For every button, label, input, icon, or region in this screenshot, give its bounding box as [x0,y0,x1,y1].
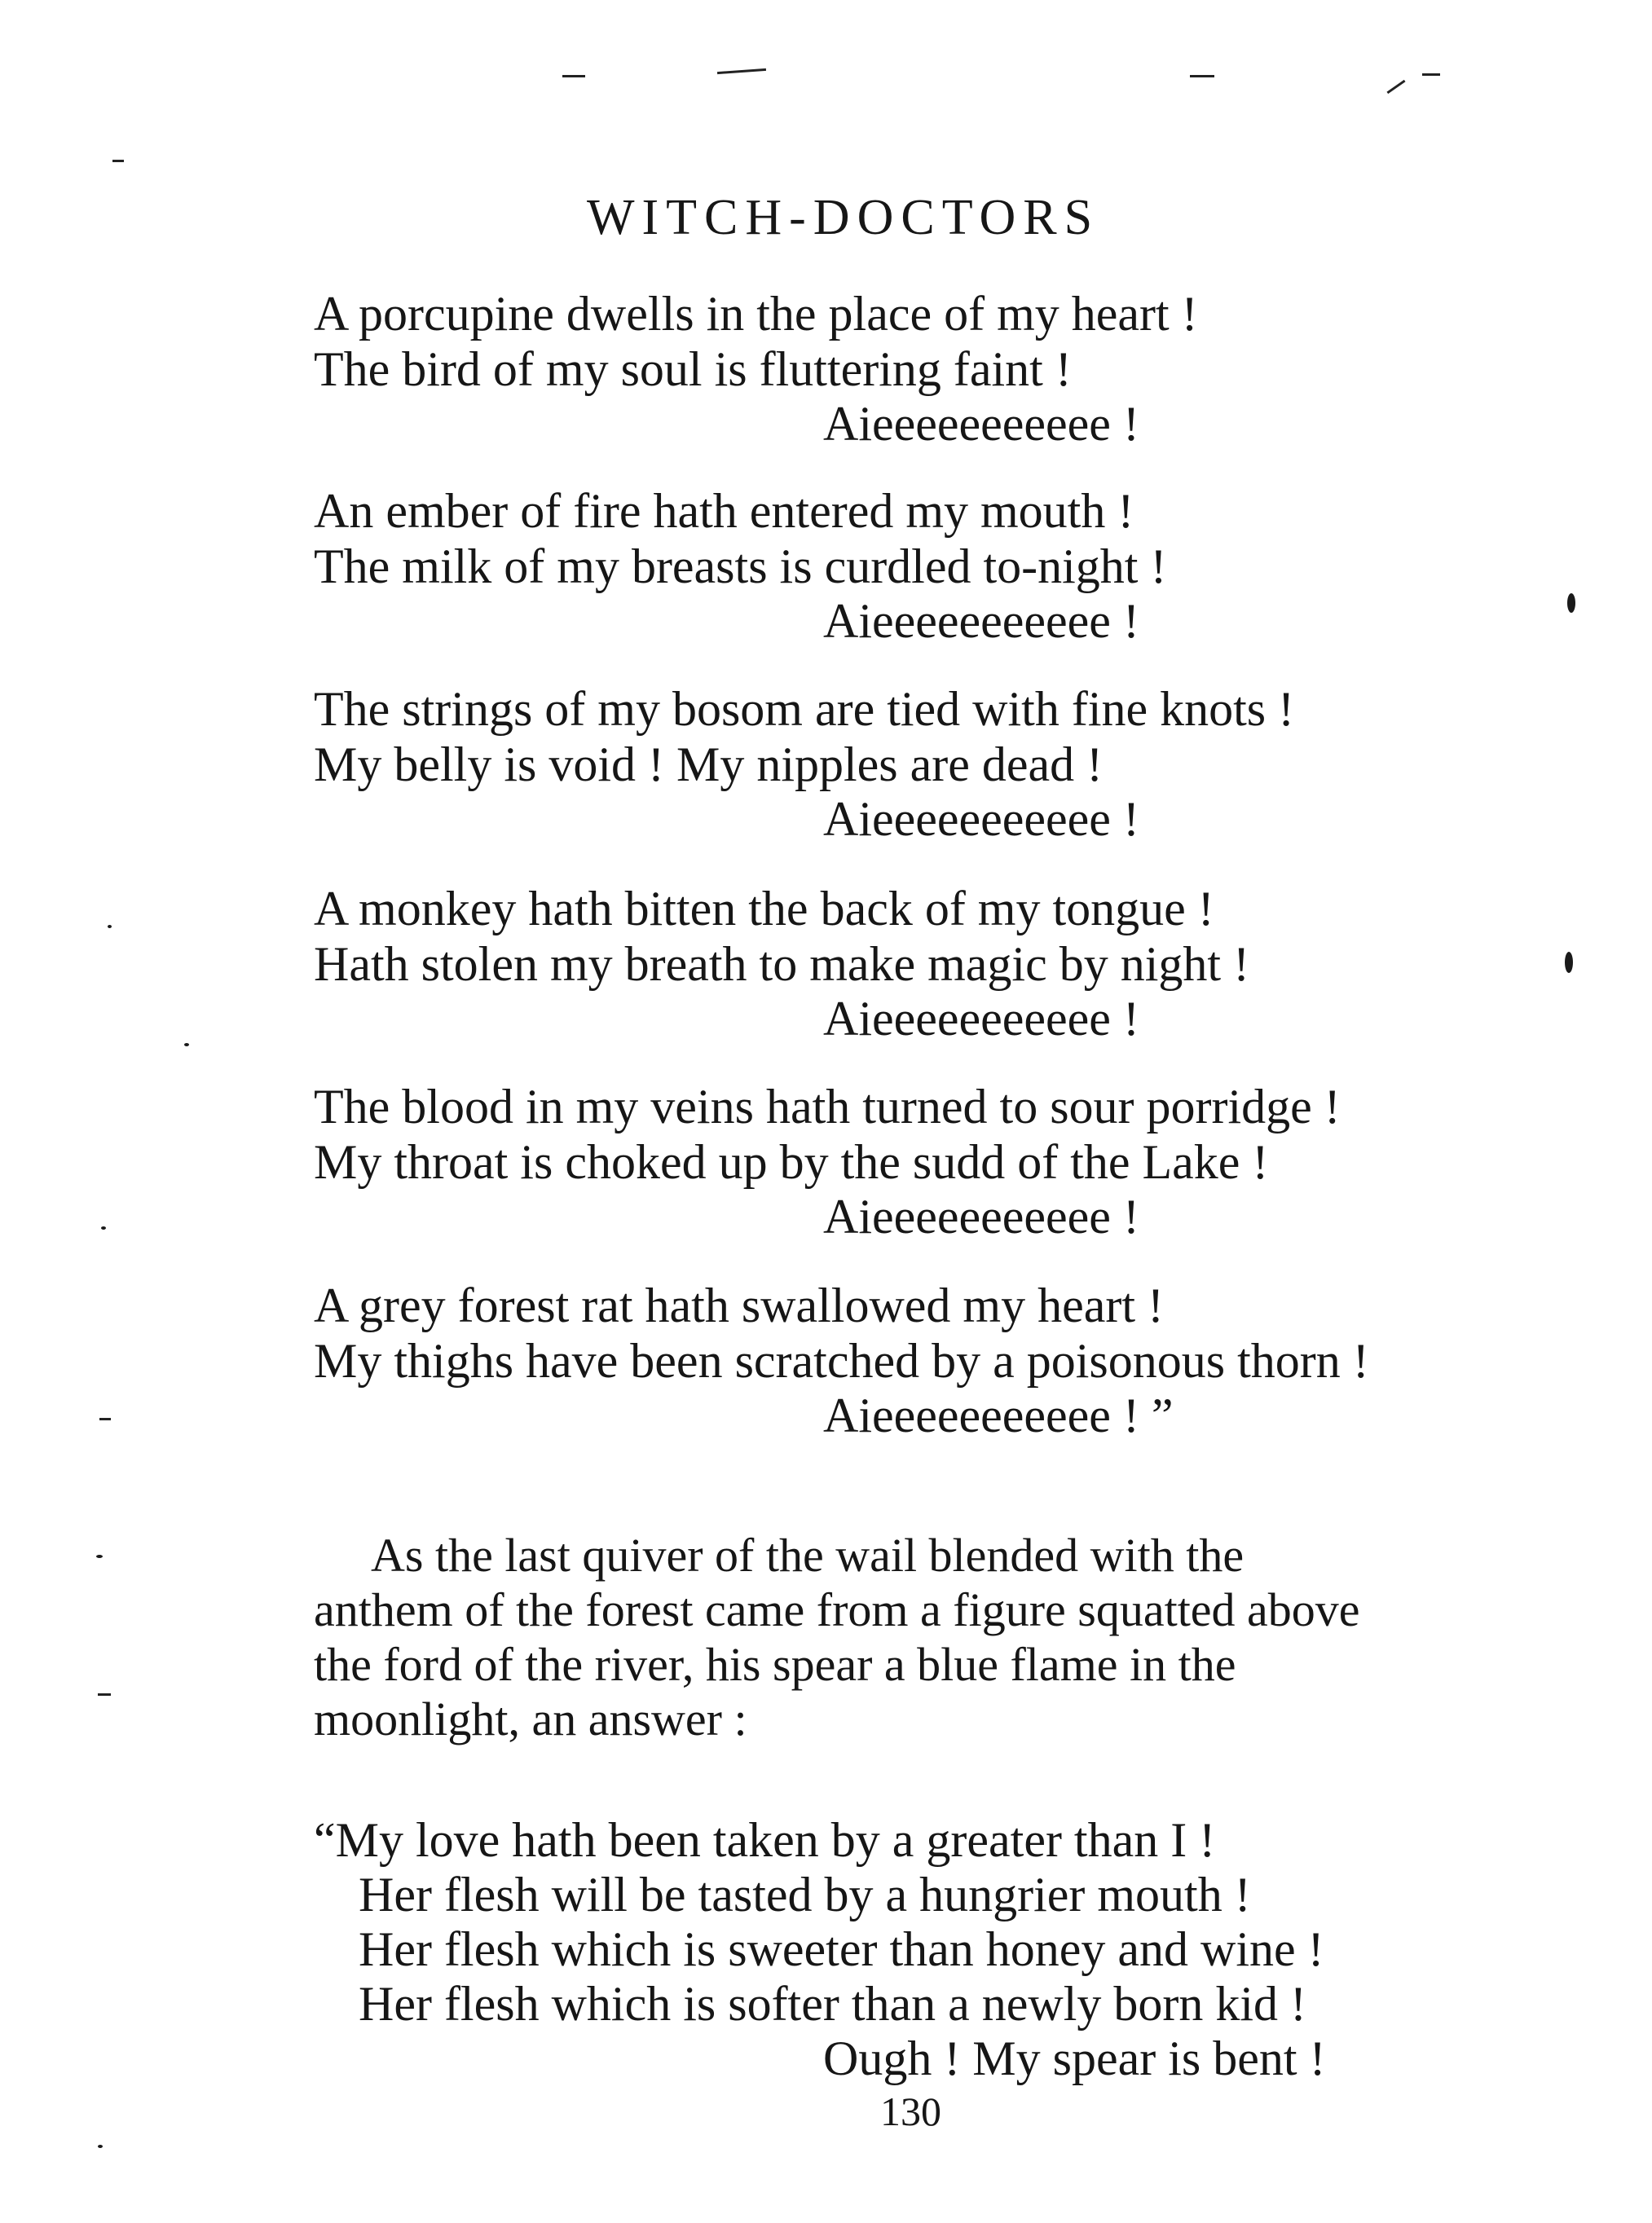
prose-line: anthem of the forest came from a figure squatted above [314,1583,1360,1636]
prose-line: moonlight, an answer : [314,1693,747,1745]
poem-line: Her flesh which is softer than a newly born kid ! [359,1977,1307,2031]
poem-line: My throat is choked up by the sudd of the Lake ! [314,1135,1269,1189]
poem-line: A porcupine dwells in the place of my heart ! [314,287,1198,341]
refrain-line: Aieeeeeeeeeee ! [823,992,1139,1045]
poem-line: My thighs have been scratched by a poisonous thorn ! [314,1334,1369,1388]
refrain-line: Aieeeeeeeeeee ! [823,792,1139,846]
poem-line: A monkey hath bitten the back of my tongue ! [314,882,1214,935]
ink-speck [108,925,112,928]
scan-mark [98,1693,111,1696]
scan-mark [112,160,124,162]
poem-line: My belly is void ! My nipples are dead ! [314,737,1104,791]
poem-line: The bird of my soul is fluttering faint ! [314,342,1072,396]
prose-line: As the last quiver of the wail blended with the [371,1529,1245,1582]
scan-mark [1422,73,1440,76]
scan-mark [99,1418,111,1420]
chapter-title: WITCH-DOCTORS [587,190,1100,245]
scan-mark [562,75,585,77]
refrain-line: Aieeeeeeeeeee ! [823,397,1139,451]
poem-line: The milk of my breasts is curdled to-night ! [314,539,1167,593]
refrain-line: Aieeeeeeeeeee ! [823,594,1139,648]
ink-speck [98,2145,103,2148]
poem-line: An ember of fire hath entered my mouth ! [314,484,1134,538]
scan-mark [717,68,766,74]
ink-speck [1565,952,1573,973]
scan-mark [1190,75,1214,77]
refrain-line: Aieeeeeeeeeee ! ” [823,1389,1174,1442]
poem-line: Her flesh will be tasted by a hungrier mouth ! [359,1868,1251,1921]
poem-line: The blood in my veins hath turned to sour porridge ! [314,1080,1341,1134]
scan-mark [1386,80,1405,94]
poem-line: Hath stolen my breath to make magic by night ! [314,937,1250,991]
poem-line: “My love hath been taken by a greater than I ! [314,1813,1216,1867]
refrain-line: Aieeeeeeeeeee ! [823,1190,1139,1244]
poem-line: Her flesh which is sweeter than honey and wine ! [359,1922,1324,1976]
ink-speck [1567,593,1575,613]
refrain-line: Ough ! My spear is bent ! [823,2032,1326,2085]
ink-speck [96,1555,103,1558]
page-number: 130 [880,2089,941,2134]
ink-speck [184,1043,189,1046]
poem-line: A grey forest rat hath swallowed my heart ! [314,1279,1164,1332]
ink-speck [101,1226,106,1230]
poem-line: The strings of my bosom are tied with fine knots ! [314,682,1295,736]
prose-line: the ford of the river, his spear a blue flame in the [314,1638,1236,1691]
